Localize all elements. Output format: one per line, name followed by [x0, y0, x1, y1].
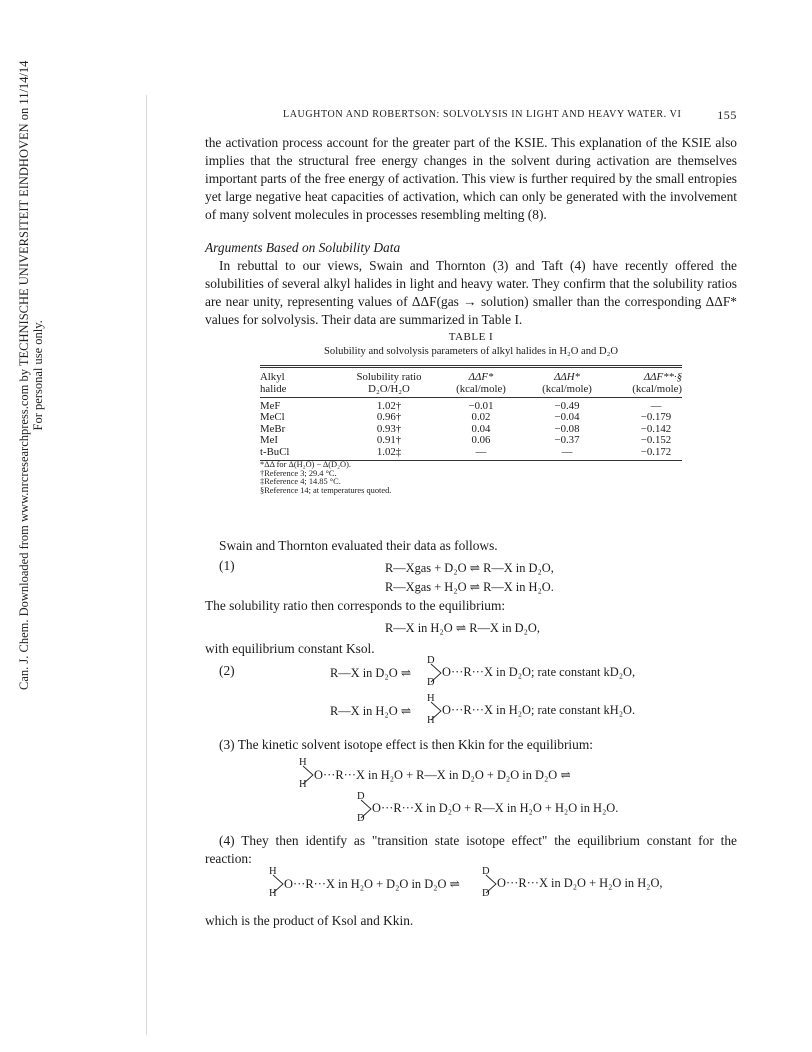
equation-2a-left: R—X in D₂O ⇌: [330, 666, 412, 680]
table-title: TABLE I: [448, 331, 494, 343]
label-d-lower: D: [357, 813, 365, 824]
equation-2b-left: R—X in H₂O ⇌: [330, 704, 412, 718]
margin-rule: [146, 95, 147, 1035]
final-line: which is the product of Ksol and Kkin.: [205, 913, 414, 928]
running-head: LAUGHTON AND ROBERTSON: SOLVOLYSIS IN LIGHT AND HEAVY WATER. VI: [283, 109, 682, 120]
bond-wedge: [429, 698, 443, 724]
table-note: *ΔΔ for Δ(H₂O) − Δ(D₂O).: [260, 460, 351, 469]
label-d-upper: D: [482, 866, 490, 877]
bond-wedge: [429, 660, 443, 686]
label-h-lower: H: [427, 715, 435, 726]
download-note-line1: Can. J. Chem. Downloaded from www.nrcresearchpress.com by TECHNISCHE UNIVERSITEIT EINDHOVEN on 11/14/14: [17, 60, 31, 690]
table-footnotes: [260, 461, 391, 495]
table-row: MeF 1.02† −0.01 −0.49 —: [260, 400, 662, 412]
table-row: MeBr 0.93† 0.04 −0.08 −0.142: [260, 422, 672, 435]
step-1-label: (1): [219, 558, 235, 573]
ksol-line: with equilibrium constant Ksol.: [205, 641, 375, 656]
equation-ratio: R—X in H₂O ⇌ R—X in D₂O,: [385, 621, 540, 635]
equation-2a-right: O···R···X in D₂O; rate constant kD₂O,: [442, 665, 636, 679]
label-h-lower: H: [269, 888, 277, 899]
equation-3b: O···R···X in D₂O + R—X in H₂O + H₂O in H₂O.: [372, 801, 619, 815]
swain-line: Swain and Thornton evaluated their data as follows.: [219, 538, 498, 553]
paragraph-1: the activation process account for the greater part of the KSIE. This explanation of the KSIE also implies that the structural free energy changes in the solvent during activation are themselves important parts of the free energy of activation. This view is further required by the small entropies yet large negative heat capacities of activation, which can only be generated with the involvement of many solvent molecules in processes resembling melting (8).: [205, 135, 737, 222]
label-h-upper: H: [269, 866, 277, 877]
bond-wedge: [301, 762, 315, 788]
table-note: §Reference 14; at temperatures quoted.: [260, 485, 392, 495]
bond-wedge: [271, 871, 285, 897]
label-d-lower: D: [427, 677, 435, 688]
solubility-table: [260, 365, 682, 461]
table-note: ‡Reference 4; 14.85 °C.: [260, 477, 341, 487]
equation-2b-right: O···R···X in H₂O; rate constant kH₂O.: [442, 703, 636, 717]
step-4-paragraph: (4) They then identify as "transition state isotope effect" the equilibrium constant for the reaction:: [205, 833, 737, 866]
equation-1a: R—Xgas + D₂O ⇌ R—X in D₂O,: [385, 561, 554, 575]
equation-4-left: O···R···X in H₂O + D₂O in D₂O ⇌: [284, 877, 460, 891]
label-h-upper: H: [299, 757, 307, 768]
bond-wedge: [359, 796, 373, 822]
label-d-upper: D: [357, 791, 365, 802]
col-header-halide: Alkyl halide: [260, 367, 340, 398]
col-header-ddf-solvolysis: ΔΔF**·§ (kcal/mole): [610, 367, 682, 398]
equation-1b: R—Xgas + H₂O ⇌ R—X in H₂O.: [385, 580, 554, 594]
equation-4-right: O···R···X in D₂O + H₂O in H₂O,: [497, 876, 663, 890]
table-caption: Solubility and solvolysis parameters of alkyl halides in H₂O and D₂O: [324, 346, 618, 357]
step-2-label: (2): [219, 663, 235, 678]
equation-3a: O···R···X in H₂O + R—X in D₂O + D₂O in D₂O ⇌: [314, 768, 571, 782]
bond-wedge: [484, 871, 498, 897]
table-row: MeCl 0.96† 0.02 −0.04 −0.179: [260, 411, 672, 424]
side-margin-note: [0, 0, 45, 1052]
page-number: 155: [717, 108, 737, 122]
section-subheading: Arguments Based on Solubility Data: [205, 240, 401, 255]
col-header-ddh: ΔΔH* (kcal/mole): [524, 367, 610, 398]
table-row: t-BuCl 1.02‡ — — −0.172: [260, 447, 682, 461]
step-3-line: (3) The kinetic solvent isotope effect is then Kkin for the equilibrium:: [219, 737, 593, 752]
paragraph-2: In rebuttal to our views, Swain and Thornton (3) and Taft (4) have recently offered the solubilities of several alkyl halides in light and heavy water. They confirm that the solubility ratios are near unity, representing values of ΔΔF(gas → solution) smaller than the corresponding ΔΔF* values for solvolysis. Their data are summarized in Table I.: [205, 258, 737, 327]
table-note: †Reference 3; 29.4 °C.: [260, 468, 337, 478]
label-d-lower: D: [482, 888, 490, 899]
download-note-line2: For personal use only.: [31, 320, 45, 431]
table-row: MeI 0.91† 0.06 −0.37 −0.152: [260, 434, 672, 447]
label-d-upper: D: [427, 655, 435, 666]
col-header-solubility: Solubility ratio D₂O/H₂O: [340, 367, 438, 398]
label-h-upper: H: [427, 693, 435, 704]
col-header-ddf: ΔΔF* (kcal/mole): [438, 367, 524, 398]
ratio-line: The solubility ratio then corresponds to the equilibrium:: [205, 598, 506, 613]
label-h-lower: H: [299, 779, 307, 790]
download-note: [17, 61, 45, 690]
